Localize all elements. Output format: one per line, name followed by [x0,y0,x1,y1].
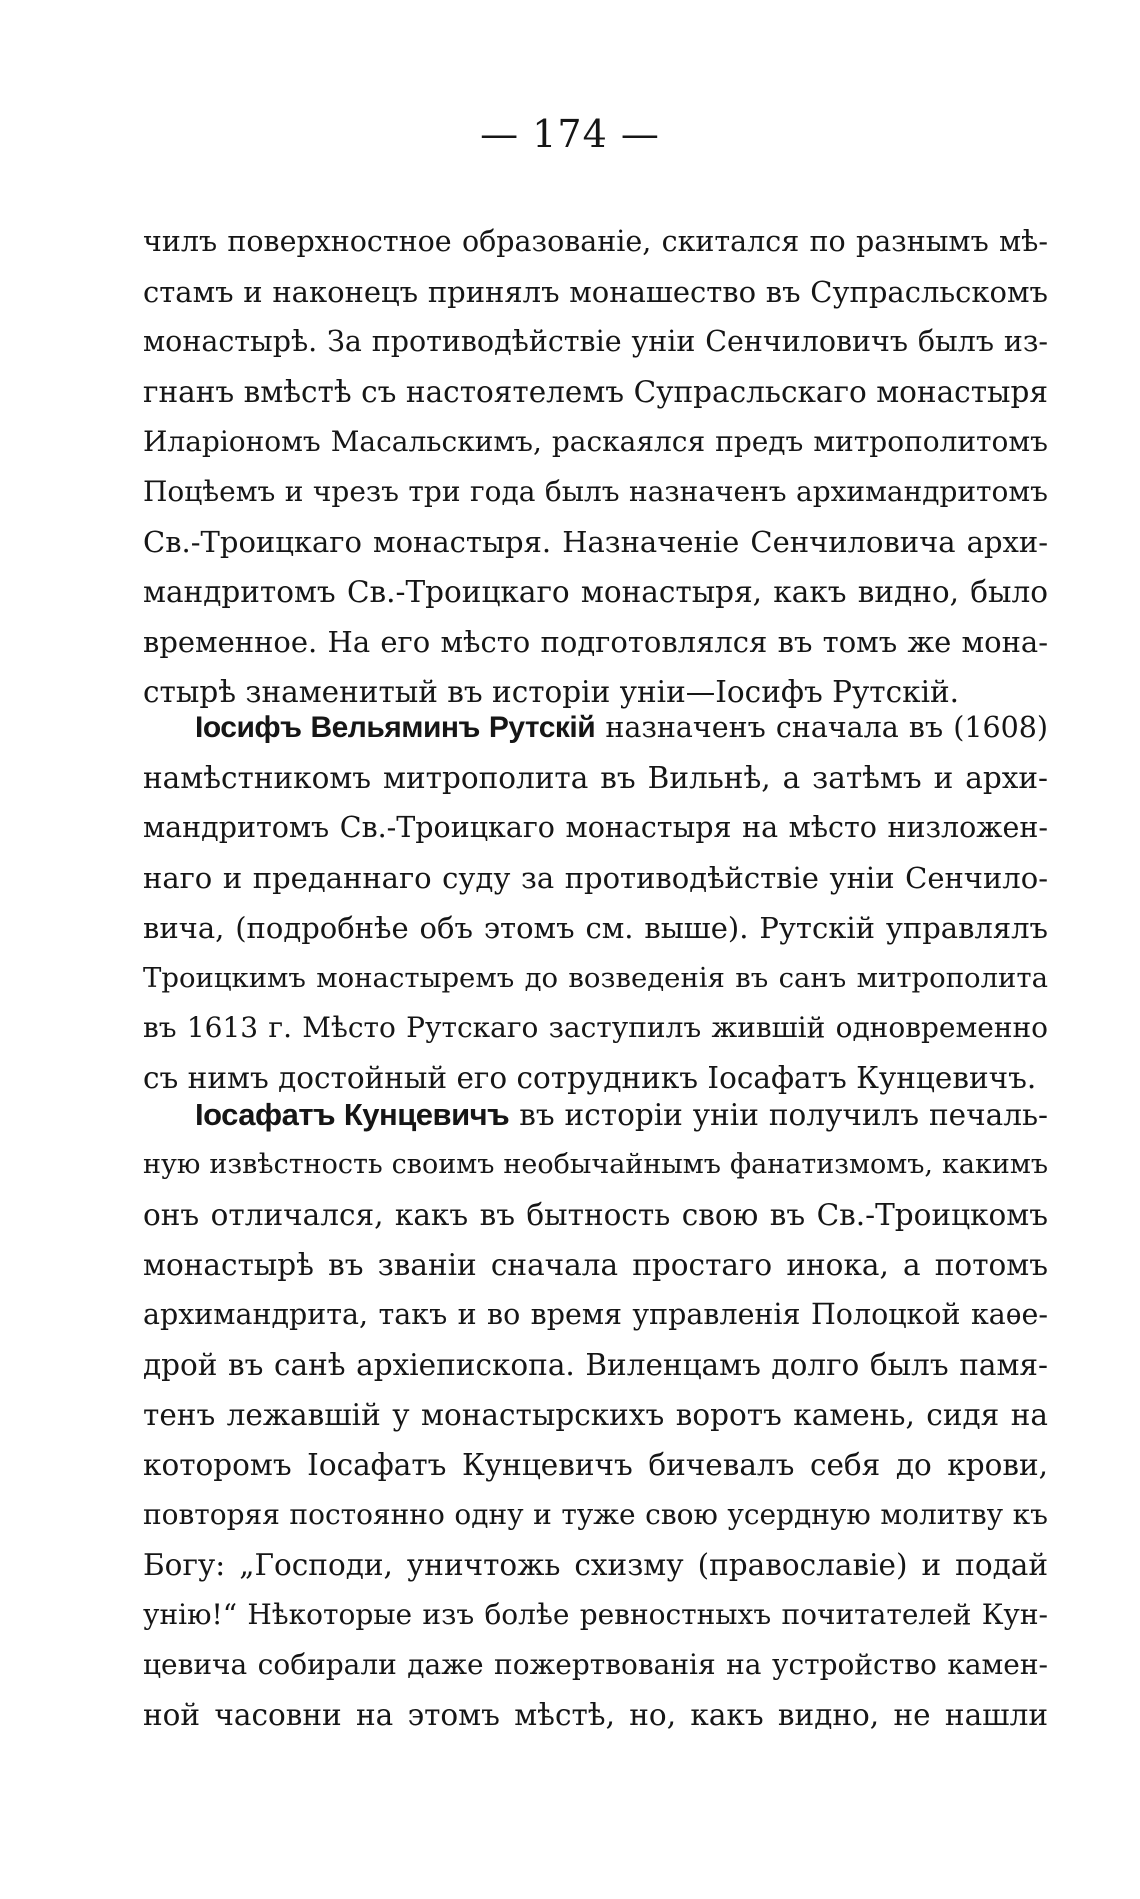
text-line: Поцѣемъ и чрезъ три года былъ назначенъ архимандритомъ [143,475,1048,508]
text-line: Богу: „Господи, уничтожь схизму (православіе) и подай [143,1548,1048,1582]
text-line: унію!“ Нѣкоторые изъ болѣе ревностныхъ почитателей Кун- [143,1598,1048,1631]
text-line: наго и преданнаго суду за противодѣйствіе уніи Сенчило- [143,861,1048,895]
text-line: дрой въ санѣ архіепископа. Виленцамъ долго былъ памя- [143,1348,1048,1382]
text-line: временное. На его мѣсто подготовлялся въ томъ же мона- [143,625,1048,659]
paragraph-heading: Іосифъ Вельяминъ Рутскій [195,711,596,744]
text-line: монастырѣ въ званіи сначала простаго инока, а потомъ [143,1248,1048,1282]
text-line: цевича собирали даже пожертвованія на устройство камен- [143,1648,1048,1681]
text-line: намѣстникомъ митрополита въ Вильнѣ, а затѣмъ и архи- [143,761,1048,795]
first-line-text: назначенъ сначала въ (1608) [605,711,1049,744]
text-line: вича, (подробнѣе объ этомъ см. выше). Рутскій управлялъ [143,911,1048,945]
text-line: мандритомъ Св.-Троицкаго монастыря, какъ видно, было [143,575,1048,609]
paragraph-heading: Іосафатъ Кунцевичъ [195,1097,510,1132]
text-line: ную извѣстность своимъ необычайнымъ фанатизмомъ, какимъ [143,1149,1048,1180]
text-line: Троицкимъ монастыремъ до возведенія въ санъ митрополита [143,962,1048,994]
text-line: Св.-Троицкаго монастыря. Назначеніе Сенчиловича архи- [143,525,1048,559]
page-number: — 174 — [480,112,660,156]
text-line: онъ отличался, какъ въ бытность свою въ Св.-Троицкомъ [143,1198,1048,1232]
text-line: монастырѣ. За противодѣйствіе уніи Сенчиловичъ былъ из- [143,325,1048,358]
text-line: съ нимъ достойный его сотрудникъ Іосафатъ Кунцевичъ. [143,1061,1037,1095]
text-line: чилъ поверхностное образованіе, скитался по разнымъ мѣ- [143,225,1048,258]
paragraph-first-line [143,703,1048,753]
text-line: гнанъ вмѣстѣ съ настоятелемъ Супрасльскаго монастыря [143,375,1048,409]
text-line: архимандрита, такъ и во время управленія Полоцкой каѳе- [143,1298,1048,1331]
paragraph-rutsky [143,703,1048,1103]
text-line: Иларіономъ Масальскимъ, раскаялся предъ митрополитомъ [143,425,1048,458]
paragraph-kuntsevich [143,1090,1048,1740]
text-line: повторяя постоянно одну и туже свою усердную молитву къ [143,1498,1048,1531]
text-line: стырѣ знаменитый въ исторіи уніи—Іосифъ Рутскій. [143,675,960,709]
paragraph-senchilovich [143,217,1048,717]
text-line: ной часовни на этомъ мѣстѣ, но, какъ видно, не нашли [143,1698,1048,1732]
text-line: тенъ лежавшій у монастырскихъ воротъ камень, сидя на [143,1398,1048,1432]
text-line: въ 1613 г. Мѣсто Рутскаго заступилъ жившій одновременно [143,1011,1048,1044]
text-line: мандритомъ Св.-Троицкаго монастыря на мѣсто низложен- [143,811,1048,844]
first-line-text: въ исторіи уніи получилъ печаль- [519,1098,1048,1132]
paragraph-first-line [143,1090,1048,1140]
text-line: стамъ и наконецъ принялъ монашество въ Супрасльскомъ [143,275,1048,309]
text-line: которомъ Іосафатъ Кунцевичъ бичевалъ себя до крови, [143,1448,1048,1482]
